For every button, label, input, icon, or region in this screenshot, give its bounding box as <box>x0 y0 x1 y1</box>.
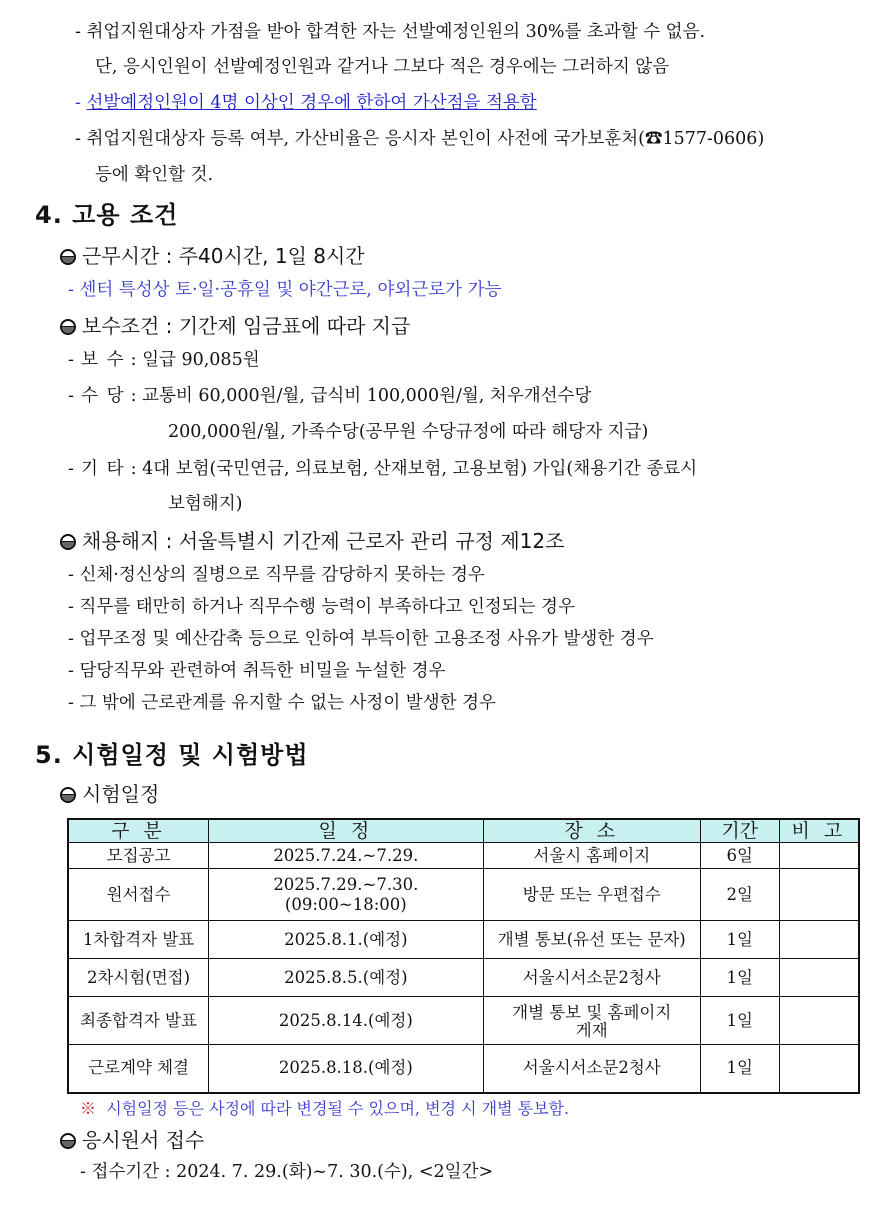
salary-value: : 일급 90,085원 <box>130 350 260 370</box>
row-date: 2025.8.1.(예정) <box>209 921 484 959</box>
bonus-rule-link[interactable]: 선발예정인원이 4명 이상인 경우에 한하여 가산점을 적용함 <box>86 93 537 113</box>
registration-check-line-cont: 등에 확인할 것. <box>95 165 214 185</box>
allowance-line-cont: 200,000원/월, 가족수당(공무원 수당규정에 따라 해당자 지급) <box>168 422 649 442</box>
row-place: 서울시 홈페이지 <box>483 843 700 869</box>
application-period: - 접수기간 : 2024. 7. 29.(화)~7. 30.(수), <2일간> <box>80 1162 494 1182</box>
row-remark <box>779 997 859 1045</box>
allowance-line: - 수 당 : 교통비 60,000원/월, 급식비 100,000원/월, 처우개선수당 <box>68 386 592 406</box>
termination-item: - 담당직무와 관련하여 취득한 비밀을 누설한 경우 <box>68 661 446 681</box>
row-remark <box>779 869 859 921</box>
row-place: 개별 통보 및 홈페이지 게재 <box>483 997 700 1045</box>
schedule-note-text: 시험일정 등은 사정에 따라 변경될 수 있으며, 변경 시 개별 통보함. <box>106 1099 570 1118</box>
row-place: 서울시서소문2청사 <box>483 1045 700 1093</box>
row-category: 최종합격자 발표 <box>68 997 209 1045</box>
work-hours-note: - 센터 특성상 토·일·공휴일 및 야간근로, 야외근로가 가능 <box>68 280 502 300</box>
table-row <box>68 843 859 869</box>
row-days: 1일 <box>700 959 779 997</box>
circle-bullet-icon <box>60 319 76 335</box>
row-place: 서울시서소문2청사 <box>483 959 700 997</box>
circle-bullet-icon <box>60 249 76 265</box>
allowance-value: : 교통비 60,000원/월, 급식비 100,000원/월, 처우개선수당 <box>130 386 592 406</box>
eligibility-exception-line: 단, 응시인원이 선발예정인원과 같거나 그보다 적은 경우에는 그러하지 않음 <box>95 57 670 77</box>
termination-item: - 직무를 태만히 하거나 직무수행 능력이 부족하다고 인정되는 경우 <box>68 597 575 617</box>
row-remark <box>779 843 859 869</box>
bonus-rule-dash: - <box>75 93 87 113</box>
row-category: 모집공고 <box>68 843 209 869</box>
schedule-table <box>67 818 860 1094</box>
note-mark: ※ <box>80 1099 97 1118</box>
row-days: 6일 <box>700 843 779 869</box>
row-date: 2025.8.18.(예정) <box>209 1045 484 1093</box>
table-row <box>68 921 859 959</box>
termination-item: - 그 밖에 근로관계를 유지할 수 없는 사정이 발생한 경우 <box>68 693 496 713</box>
row-days: 1일 <box>700 997 779 1045</box>
application-heading-text: 응시원서 접수 <box>82 1128 205 1152</box>
bonus-rule-line <box>75 91 537 115</box>
termination-heading-text: 채용해지 : 서울특별시 기간제 근로자 관리 규정 제12조 <box>82 529 565 553</box>
row-remark <box>779 921 859 959</box>
header-remark: 비 고 <box>779 819 859 843</box>
etc-value: : 4대 보험(국민연금, 의료보험, 산재보험, 고용보험) 가입(채용기간 종료시 <box>130 459 698 479</box>
registration-check-line: - 취업지원대상자 등록 여부, 가산비율은 응시자 본인이 사전에 국가보훈처(☎1577-0606) <box>75 129 765 149</box>
table-header-row <box>68 819 859 843</box>
termination-heading <box>60 527 564 555</box>
row-remark <box>779 959 859 997</box>
row-category: 원서접수 <box>68 869 209 921</box>
circle-bullet-icon <box>60 534 76 550</box>
table-row <box>68 997 859 1045</box>
etc-line-cont: 보험해지) <box>168 494 243 514</box>
row-days: 2일 <box>700 869 779 921</box>
row-days: 1일 <box>700 1045 779 1093</box>
pay-heading-text: 보수조건 : 기간제 임금표에 따라 지급 <box>82 314 411 338</box>
table-row <box>68 1045 859 1093</box>
row-place: 개별 통보(유선 또는 문자) <box>483 921 700 959</box>
work-hours-heading <box>60 242 365 270</box>
row-date: 2025.8.5.(예정) <box>209 959 484 997</box>
row-category: 2차시험(면접) <box>68 959 209 997</box>
termination-item: - 신체·정신상의 질병으로 직무를 감당하지 못하는 경우 <box>68 565 485 585</box>
header-category: 구 분 <box>68 819 209 843</box>
row-remark <box>779 1045 859 1093</box>
schedule-heading-text: 시험일정 <box>82 782 160 806</box>
etc-line: - 기 타 : 4대 보험(국민연금, 의료보험, 산재보험, 고용보험) 가입(채용기간 종료시 <box>68 459 698 479</box>
row-date: 2025.8.14.(예정) <box>209 997 484 1045</box>
pay-heading <box>60 312 410 340</box>
work-hours-heading-text: 근무시간 : 주40시간, 1일 8시간 <box>82 244 365 268</box>
schedule-heading <box>60 780 159 808</box>
application-heading <box>60 1126 204 1154</box>
circle-bullet-icon <box>60 787 76 803</box>
header-days: 기간 <box>700 819 779 843</box>
termination-item: - 업무조정 및 예산감축 등으로 인하여 부득이한 고용조정 사유가 발생한 경우 <box>68 629 654 649</box>
row-days: 1일 <box>700 921 779 959</box>
row-date: 2025.7.24.~7.29. <box>209 843 484 869</box>
row-place: 방문 또는 우편접수 <box>483 869 700 921</box>
row-category: 1차합격자 발표 <box>68 921 209 959</box>
salary-line: - 보 수 : 일급 90,085원 <box>68 350 260 370</box>
table-row <box>68 869 859 921</box>
section4-title: 4. 고용 조건 <box>35 201 179 229</box>
schedule-note <box>80 1098 569 1120</box>
header-date: 일 정 <box>209 819 484 843</box>
section5-title: 5. 시험일정 및 시험방법 <box>35 741 309 769</box>
row-category: 근로계약 체결 <box>68 1045 209 1093</box>
table-row <box>68 959 859 997</box>
header-place: 장 소 <box>483 819 700 843</box>
eligibility-limit-line: - 취업지원대상자 가점을 받아 합격한 자는 선발예정인원의 30%를 초과할 수 없음. <box>75 22 706 42</box>
row-date: 2025.7.29.~7.30. (09:00~18:00) <box>209 869 484 921</box>
circle-bullet-icon <box>60 1133 76 1149</box>
